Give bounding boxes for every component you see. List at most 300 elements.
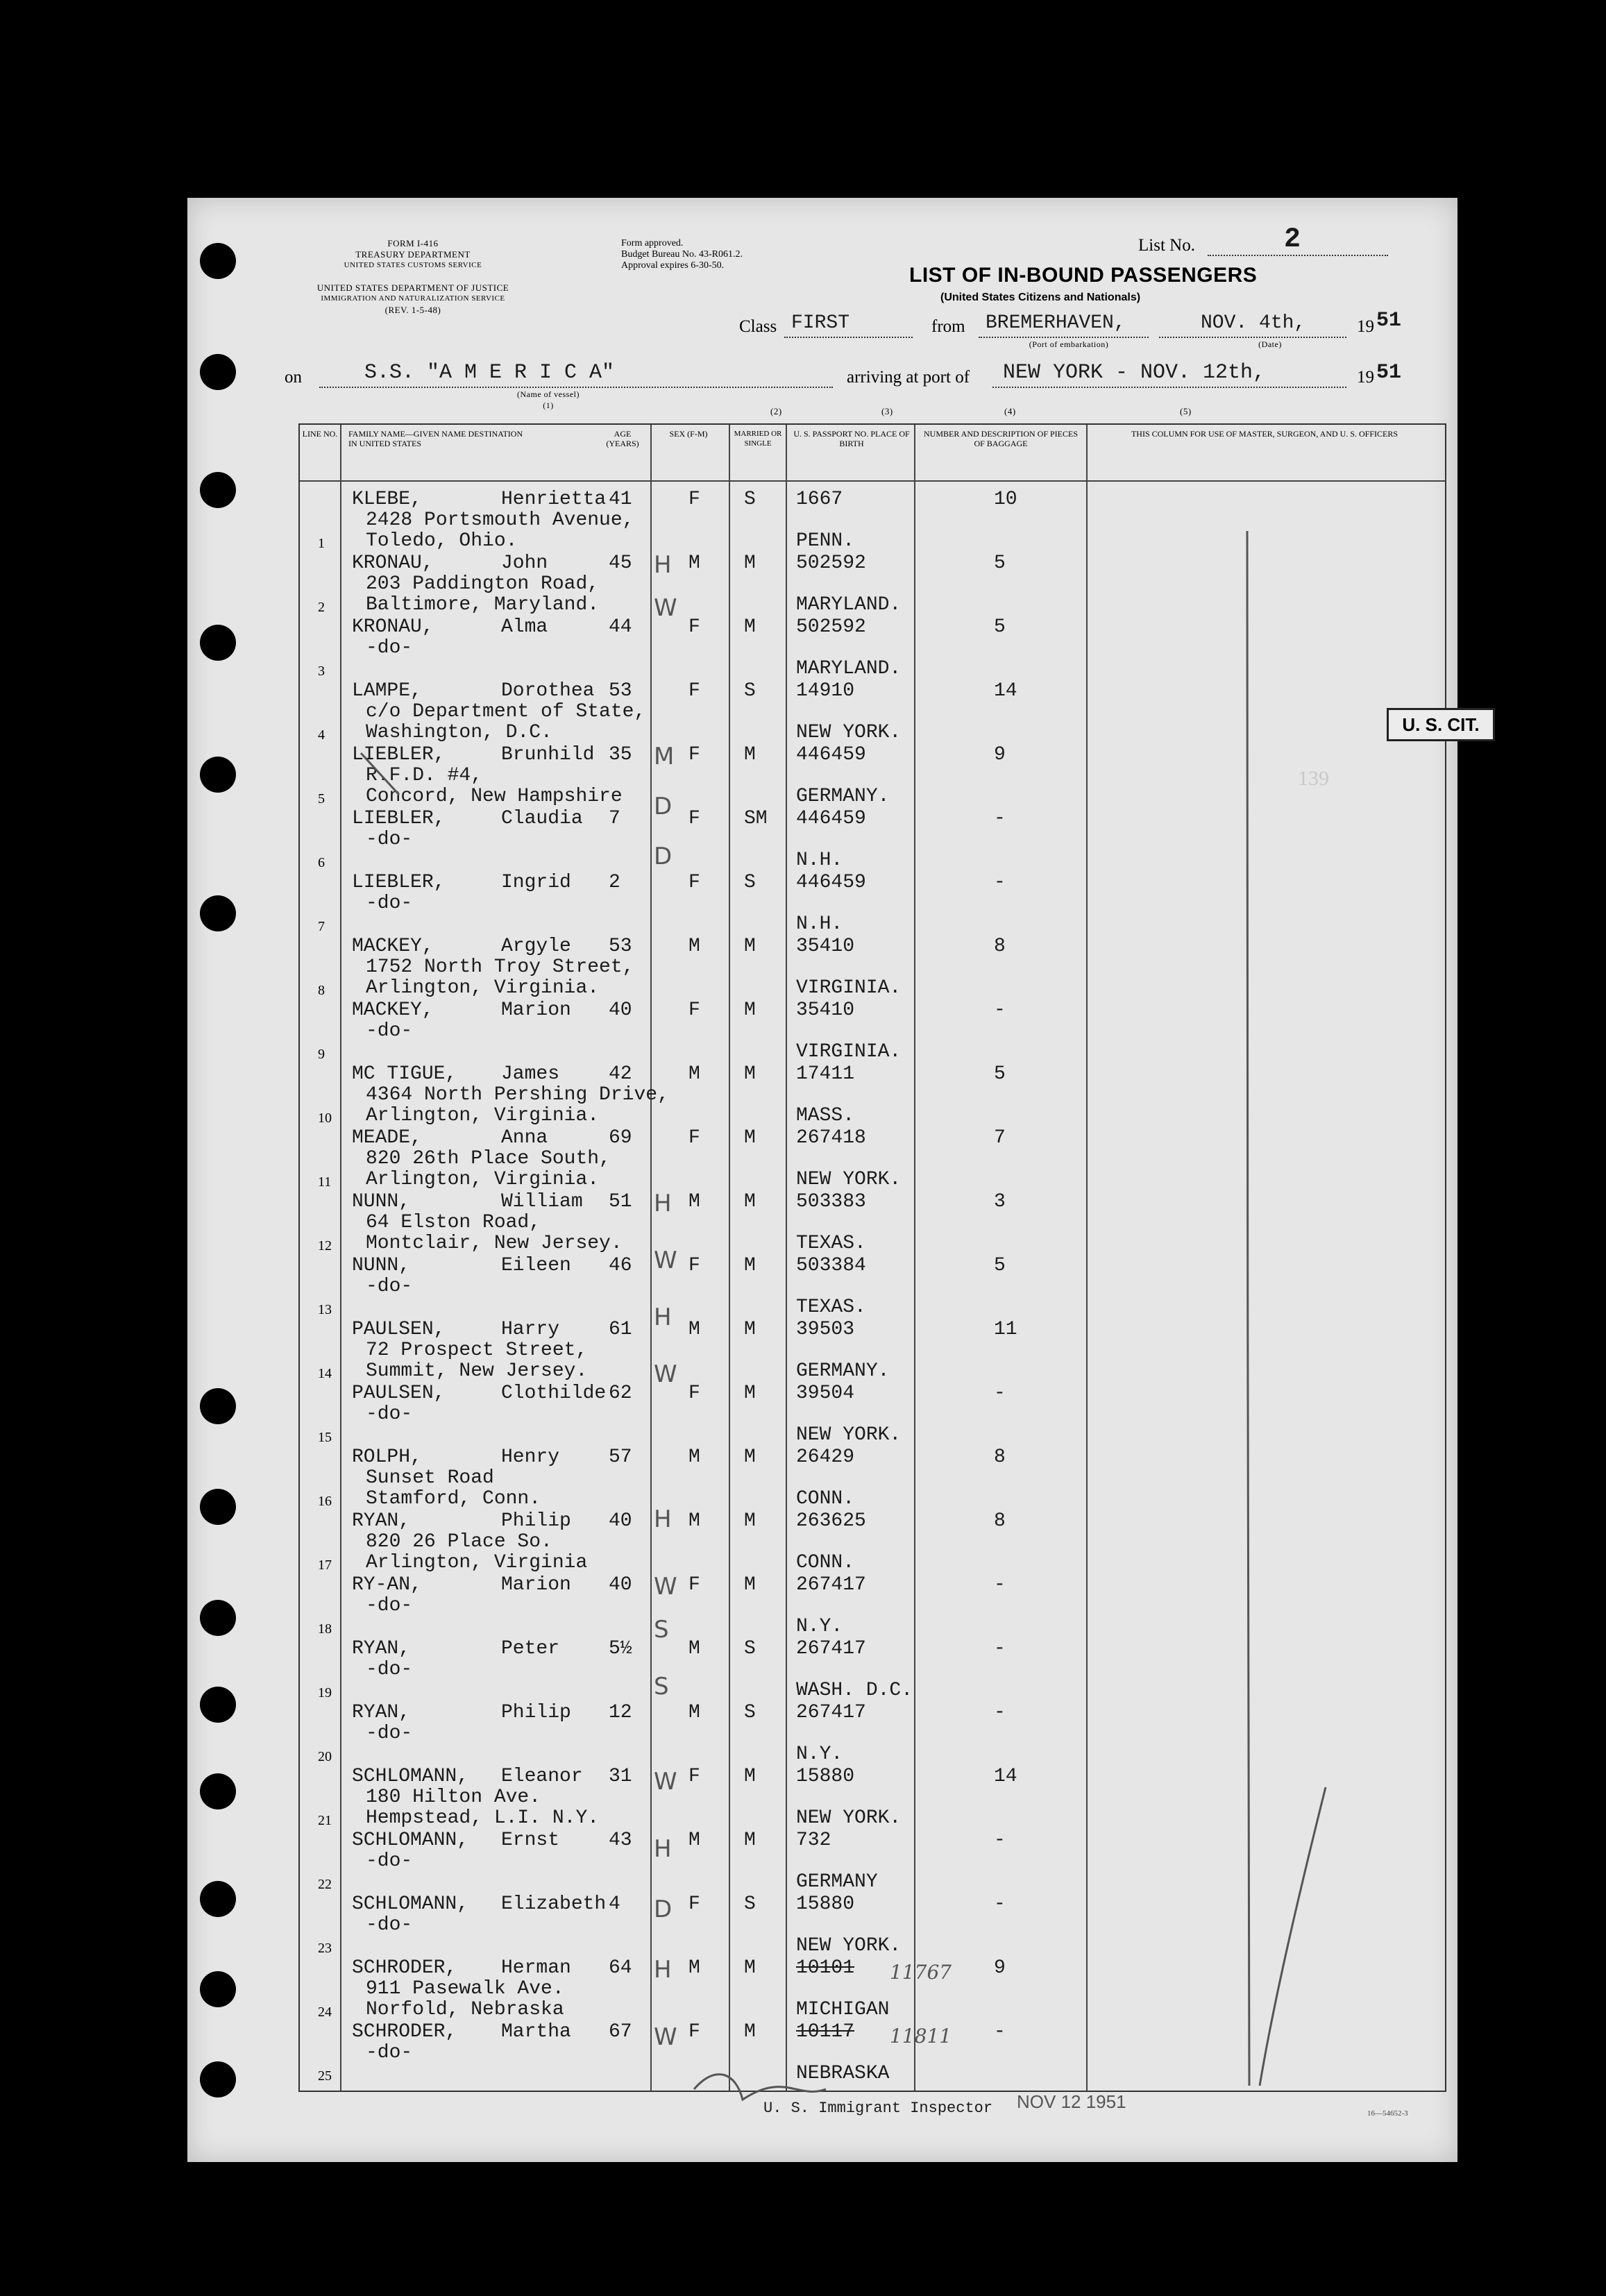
family-name: MC TIGUE,	[352, 1063, 457, 1085]
baggage-count: 7	[994, 1127, 1006, 1149]
marital-status: M	[744, 1957, 756, 1979]
marital-status: S	[744, 680, 756, 702]
marital-status: S	[744, 489, 756, 510]
vessel-caption: (Name of vessel)	[517, 389, 580, 399]
passport-no: 15880	[796, 1766, 855, 1787]
address-line-2: Montclair, New Jersey.	[366, 1233, 623, 1254]
sex: F	[688, 2021, 700, 2043]
corrected-passport-no: 11811	[890, 2025, 952, 2048]
baggage-count: -	[994, 1830, 1006, 1851]
place-of-birth: TEXAS.	[796, 1233, 866, 1254]
baggage-count: 5	[994, 1255, 1006, 1276]
given-name: Peter	[501, 1638, 560, 1660]
baggage-count: 9	[994, 1957, 1006, 1979]
marital-status: S	[744, 1702, 756, 1723]
place-of-birth: N.H.	[796, 913, 843, 935]
pencil-annotations	[187, 198, 1457, 2162]
given-name: William	[501, 1191, 583, 1213]
passport-no: 502592	[796, 616, 866, 638]
passport-no: 35410	[796, 936, 855, 957]
line-number: 17	[318, 1558, 332, 1573]
pencil-relation-mark: W	[654, 2023, 677, 2051]
pencil-relation-mark: H	[654, 1303, 672, 1331]
passport-no: 446459	[796, 744, 866, 766]
age: 31	[609, 1766, 632, 1787]
line-number: 16	[318, 1494, 332, 1509]
passport-no: 267417	[796, 1638, 866, 1660]
sex: F	[688, 1574, 700, 1596]
place-of-birth: MASS.	[796, 1105, 855, 1126]
pencil-relation-mark: H	[654, 551, 672, 579]
marital-status: M	[744, 936, 756, 957]
age: 4	[609, 1893, 620, 1915]
baggage-count: 8	[994, 936, 1006, 957]
sex: M	[688, 1830, 700, 1851]
pencil-relation-mark: D	[654, 793, 673, 820]
address-line-1: 203 Paddington Road,	[366, 573, 600, 595]
given-name: Ernst	[501, 1830, 560, 1851]
place-of-birth: NEW YORK.	[796, 1424, 902, 1446]
baggage-count: 11	[994, 1319, 1017, 1340]
marital-status: M	[744, 552, 756, 574]
place-of-birth: NEW YORK.	[796, 1169, 902, 1190]
family-name: PAULSEN,	[352, 1383, 446, 1404]
address-line-2: Hempstead, L.I. N.Y.	[366, 1807, 600, 1829]
vessel-col-num: (1)	[543, 400, 554, 410]
passport-no: 502592	[796, 552, 866, 574]
col-age: AGE (YEARS)	[606, 429, 639, 448]
arrival-year: 51	[1376, 361, 1402, 385]
sex: M	[688, 1957, 700, 1979]
address-line-1: -do-	[366, 2042, 413, 2063]
passport-no: 10101	[796, 1957, 855, 1979]
age: 40	[609, 999, 632, 1021]
age: 40	[609, 1574, 632, 1596]
form-approved: Form approved.	[621, 238, 684, 248]
given-name: Argyle	[501, 936, 571, 957]
sex: M	[688, 1319, 700, 1340]
sex: M	[688, 936, 700, 957]
family-name: KRONAU,	[352, 552, 434, 574]
marital-status: M	[744, 1191, 756, 1213]
family-name: SCHLOMANN,	[352, 1766, 469, 1787]
place-of-birth: GERMANY.	[796, 786, 890, 807]
justice-dept: UNITED STATES DEPARTMENT OF JUSTICE	[316, 282, 509, 293]
given-name: Martha	[501, 2021, 571, 2043]
baggage-count: 8	[994, 1446, 1006, 1468]
pencil-diagonal-line	[1260, 1787, 1326, 2086]
on-label: on	[285, 368, 302, 387]
age: 5½	[609, 1638, 632, 1660]
address-line-1: -do-	[366, 1914, 413, 1936]
line-number: 1	[318, 536, 325, 551]
col-num-3: (3)	[881, 406, 893, 416]
sex: M	[688, 1510, 700, 1532]
line-number: 9	[318, 1047, 325, 1062]
class-label: Class	[739, 317, 777, 336]
form-number: FORM I-416	[387, 238, 439, 248]
address-line-1: 820 26th Place South,	[366, 1148, 611, 1170]
pencil-relation-mark: H	[654, 1190, 672, 1217]
baggage-count: -	[994, 1638, 1006, 1660]
family-name: KRONAU,	[352, 616, 434, 638]
line-number: 21	[318, 1813, 332, 1828]
page-title: LIST OF IN-BOUND PASSENGERS	[909, 264, 1258, 287]
col-num-4: (4)	[1004, 406, 1016, 416]
arrival-year-prefix: 19	[1357, 368, 1374, 387]
line-number: 18	[318, 1621, 332, 1637]
page-subtitle: (United States Citizens and Nationals)	[940, 292, 1141, 303]
marital-status: M	[744, 1446, 756, 1468]
address-line-1: -do-	[366, 1850, 413, 1872]
pencil-relation-mark: W	[654, 1573, 677, 1601]
line-number: 6	[318, 855, 325, 870]
baggage-count: -	[994, 1574, 1006, 1596]
family-name: RYAN,	[352, 1702, 411, 1723]
pencil-relation-mark: H	[654, 1956, 672, 1984]
address-line-1: 4364 North Pershing Drive,	[366, 1084, 669, 1106]
pencil-tick	[361, 753, 399, 795]
ins-service: IMMIGRATION AND NATURALIZATION SERVICE	[321, 294, 505, 303]
col-name: FAMILY NAME—GIVEN NAME DESTINATION IN UNITED STATES	[348, 429, 523, 448]
date-caption: (Date)	[1258, 339, 1282, 349]
address-line-1: 1752 North Troy Street,	[366, 956, 634, 978]
address-line-1: -do-	[366, 893, 413, 914]
marital-status: SM	[744, 808, 768, 829]
marital-status: M	[744, 1127, 756, 1149]
given-name: Eileen	[501, 1255, 571, 1276]
passport-no: 39504	[796, 1383, 855, 1404]
address-line-1: -do-	[366, 1723, 413, 1744]
age: 41	[609, 489, 632, 510]
address-line-1: 911 Pasewalk Ave.	[366, 1978, 564, 2000]
given-name: Elizabeth	[501, 1893, 607, 1915]
sex: F	[688, 1893, 700, 1915]
pencil-relation-mark: S	[654, 1673, 669, 1700]
baggage-count: 9	[994, 744, 1006, 766]
line-number: 25	[318, 2068, 332, 2084]
pencil-relation-mark: H	[654, 1505, 672, 1533]
baggage-count: 8	[994, 1510, 1006, 1532]
address-line-2: Arlington, Virginia.	[366, 1105, 600, 1126]
age: 64	[609, 1957, 632, 1979]
sex: F	[688, 680, 700, 702]
marital-status: S	[744, 872, 756, 893]
given-name: Harry	[501, 1319, 560, 1340]
given-name: Ingrid	[501, 872, 571, 893]
pencil-relation-mark: W	[654, 1247, 677, 1274]
given-name: Herman	[501, 1957, 571, 1979]
passport-no: 1667	[796, 489, 843, 510]
vessel-name: S.S. "A M E R I C A"	[364, 361, 615, 385]
place-of-birth: GERMANY	[796, 1871, 878, 1893]
sex: F	[688, 744, 700, 766]
pencil-relation-mark: H	[654, 1835, 672, 1863]
given-name: Dorothea	[501, 680, 595, 702]
family-name: KLEBE,	[352, 489, 422, 510]
address-line-1: R.F.D. #4,	[366, 765, 483, 786]
place-of-birth: VIRGINIA.	[796, 977, 902, 999]
marital-status: M	[744, 1319, 756, 1340]
sex: F	[688, 872, 700, 893]
us-citizen-stamp: U. S. CIT.	[1387, 708, 1495, 741]
address-line-1: 2428 Portsmouth Avenue,	[366, 509, 634, 531]
passport-no: 267417	[796, 1702, 866, 1723]
col-baggage: NUMBER AND DESCRIPTION OF PIECES OF BAGGAGE	[923, 429, 1079, 448]
baggage-count: -	[994, 1383, 1006, 1404]
sex: M	[688, 1446, 700, 1468]
pencil-relation-mark: W	[654, 1768, 677, 1796]
passport-no: 26429	[796, 1446, 855, 1468]
address-line-1: -do-	[366, 1403, 413, 1425]
baggage-count: 5	[994, 616, 1006, 638]
approval-expires: Approval expires 6-30-50.	[621, 260, 725, 271]
line-number: 5	[318, 791, 325, 807]
marital-status: M	[744, 999, 756, 1021]
baggage-count: -	[994, 1893, 1006, 1915]
place-of-birth: MARYLAND.	[796, 594, 902, 616]
passport-no: 267417	[796, 1574, 866, 1596]
address-line-2: Arlington, Virginia.	[366, 1169, 600, 1190]
address-line-1: -do-	[366, 829, 413, 850]
place-of-birth: GERMANY.	[796, 1360, 890, 1382]
place-of-birth: NEW YORK.	[796, 722, 902, 743]
age: 45	[609, 552, 632, 574]
given-name: Clothilde	[501, 1383, 607, 1404]
place-of-birth: TEXAS.	[796, 1297, 866, 1318]
marital-status: M	[744, 1830, 756, 1851]
baggage-count: -	[994, 808, 1006, 829]
family-name: MEADE,	[352, 1127, 422, 1149]
place-of-birth: NEW YORK.	[796, 1935, 902, 1957]
date-stamp: NOV 12 1951	[1017, 2091, 1126, 2112]
family-name: PAULSEN,	[352, 1319, 446, 1340]
pencil-relation-mark: D	[654, 1896, 673, 1923]
given-name: Marion	[501, 999, 571, 1021]
age: 57	[609, 1446, 632, 1468]
sex: M	[688, 1191, 700, 1213]
family-name: RYAN,	[352, 1510, 411, 1532]
marital-status: S	[744, 1638, 756, 1660]
passport-no: 732	[796, 1830, 831, 1851]
sex: F	[688, 489, 700, 510]
family-name: MACKEY,	[352, 999, 434, 1021]
address-line-2: Toledo, Ohio.	[366, 530, 518, 552]
age: 67	[609, 2021, 632, 2043]
age: 7	[609, 808, 620, 829]
baggage-count: -	[994, 2021, 1006, 2043]
revision: (REV. 1-5-48)	[384, 305, 441, 315]
age: 61	[609, 1319, 632, 1340]
age: 46	[609, 1255, 632, 1276]
place-of-birth: NEW YORK.	[796, 1807, 902, 1829]
baggage-count: 3	[994, 1191, 1006, 1213]
age: 53	[609, 680, 632, 702]
age: 12	[609, 1702, 632, 1723]
marital-status: M	[744, 2021, 756, 2043]
marital-status: M	[744, 1063, 756, 1085]
passport-no: 17411	[796, 1063, 855, 1085]
pencil-relation-mark: W	[654, 594, 677, 622]
place-of-birth: MICHIGAN	[796, 1999, 890, 2020]
address-line-2: Stamford, Conn.	[366, 1488, 541, 1510]
family-name: ROLPH,	[352, 1446, 422, 1468]
sex: F	[688, 1255, 700, 1276]
baggage-count: 14	[994, 680, 1017, 702]
passport-no: 446459	[796, 872, 866, 893]
given-name: Philip	[501, 1702, 571, 1723]
age: 42	[609, 1063, 632, 1085]
passport-no: 35410	[796, 999, 855, 1021]
address-line-2: Baltimore, Maryland.	[366, 594, 600, 616]
place-of-birth: MARYLAND.	[796, 658, 902, 679]
given-name: John	[501, 552, 548, 574]
footer-code: 16—54652-3	[1367, 2109, 1408, 2118]
address-line-2: Arlington, Virginia.	[366, 977, 600, 999]
address-line-1: 180 Hilton Ave.	[366, 1787, 541, 1808]
age: 69	[609, 1127, 632, 1149]
inspector-label: U. S. Immigrant Inspector	[763, 2100, 993, 2117]
age: 35	[609, 744, 632, 766]
given-name: Alma	[501, 616, 548, 638]
address-line-1: 820 26 Place So.	[366, 1531, 552, 1553]
sex: M	[688, 1702, 700, 1723]
sex: M	[688, 552, 700, 574]
family-name: MACKEY,	[352, 936, 434, 957]
given-name: Marion	[501, 1574, 571, 1596]
baggage-count: 5	[994, 552, 1006, 574]
address-line-1: 72 Prospect Street,	[366, 1340, 588, 1361]
baggage-count: -	[994, 1702, 1006, 1723]
marital-status: M	[744, 616, 756, 638]
given-name: Henry	[501, 1446, 560, 1468]
class-value: FIRST	[791, 312, 850, 334]
age: 43	[609, 1830, 632, 1851]
pencil-vertical-line	[1247, 531, 1249, 2086]
family-name: LIEBLER,	[352, 808, 446, 829]
family-name: SCHRODER,	[352, 1957, 457, 1979]
sex: F	[688, 1383, 700, 1404]
sex: M	[688, 1638, 700, 1660]
customs-service: UNITED STATES CUSTOMS SERVICE	[344, 261, 482, 269]
family-name: NUNN,	[352, 1255, 411, 1276]
address-line-1: -do-	[366, 637, 413, 659]
inspector-signature	[694, 2075, 826, 2100]
embark-year: 51	[1376, 309, 1402, 332]
from-label: from	[931, 317, 965, 336]
passport-no: 267418	[796, 1127, 866, 1149]
address-line-1: c/o Department of State,	[366, 701, 646, 723]
line-number: 3	[318, 664, 325, 679]
address-line-2: Arlington, Virginia	[366, 1552, 588, 1573]
place-of-birth: VIRGINIA.	[796, 1041, 902, 1063]
marital-status: S	[744, 1893, 756, 1915]
sex: F	[688, 808, 700, 829]
line-number: 12	[318, 1238, 332, 1253]
age: 44	[609, 616, 632, 638]
line-number: 15	[318, 1430, 332, 1445]
place-of-birth: N.H.	[796, 850, 843, 871]
line-number: 22	[318, 1877, 332, 1892]
age: 40	[609, 1510, 632, 1532]
line-number: 14	[318, 1366, 332, 1381]
address-line-1: Sunset Road	[366, 1467, 494, 1489]
family-name: SCHLOMANN,	[352, 1830, 469, 1851]
col-passport: U. S. PASSPORT NO. PLACE OF BIRTH	[793, 429, 910, 448]
col-line-no: LINE NO.	[302, 429, 338, 439]
pencil-relation-mark: D	[654, 843, 673, 870]
col-num-2: (2)	[770, 406, 782, 416]
baggage-count: 10	[994, 489, 1017, 510]
baggage-count: 14	[994, 1766, 1017, 1787]
place-of-birth: N.Y.	[796, 1616, 843, 1637]
age: 51	[609, 1191, 632, 1213]
given-name: Anna	[501, 1127, 548, 1149]
family-name: RYAN,	[352, 1638, 411, 1660]
line-number: 7	[318, 919, 325, 934]
arriving-label: arriving at port of	[847, 368, 970, 387]
passport-no: 10117	[796, 2021, 855, 2043]
passport-no: 503384	[796, 1255, 866, 1276]
line-number: 24	[318, 2004, 332, 2020]
treasury-dept: TREASURY DEPARTMENT	[355, 249, 471, 260]
line-number: 23	[318, 1941, 332, 1956]
family-name: NUNN,	[352, 1191, 411, 1213]
sex: F	[688, 616, 700, 638]
passport-no: 503383	[796, 1191, 866, 1213]
given-name: James	[501, 1063, 560, 1085]
arrival-port-date: NEW YORK - NOV. 12th,	[1003, 361, 1266, 385]
line-number: 10	[318, 1111, 332, 1126]
place-of-birth: CONN.	[796, 1488, 855, 1510]
marital-status: M	[744, 1766, 756, 1787]
col-num-5: (5)	[1180, 406, 1192, 416]
line-number: 8	[318, 983, 325, 998]
family-name: SCHLOMANN,	[352, 1893, 469, 1915]
place-of-birth: N.Y.	[796, 1744, 843, 1765]
port-embark-caption: (Port of embarkation)	[1029, 339, 1109, 349]
address-line-2: Washington, D.C.	[366, 722, 552, 743]
place-of-birth: WASH. D.C.	[796, 1680, 913, 1701]
address-line-2: Summit, New Jersey.	[366, 1360, 588, 1382]
age: 62	[609, 1383, 632, 1404]
passport-no: 15880	[796, 1893, 855, 1915]
family-name: SCHRODER,	[352, 2021, 457, 2043]
col-sex: SEX (F-M)	[669, 429, 708, 439]
embark-date: NOV. 4th,	[1201, 312, 1306, 334]
family-name: LIEBLER,	[352, 872, 446, 893]
given-name: Henrietta	[501, 489, 607, 510]
baggage-count: -	[994, 872, 1006, 893]
baggage-count: 5	[994, 1063, 1006, 1085]
marital-status: M	[744, 744, 756, 766]
given-name: Eleanor	[501, 1766, 583, 1787]
address-line-2: Concord, New Hampshire	[366, 786, 623, 807]
given-name: Claudia	[501, 808, 583, 829]
line-number: 4	[318, 727, 325, 743]
sex: F	[688, 999, 700, 1021]
line-number: 19	[318, 1685, 332, 1700]
pencil-relation-mark: M	[654, 743, 675, 770]
age: 2	[609, 872, 620, 893]
given-name: Philip	[501, 1510, 571, 1532]
place-of-birth: NEBRASKA	[796, 2063, 890, 2084]
pencil-relation-mark: S	[654, 1616, 669, 1644]
port-of-embarkation: BREMERHAVEN,	[986, 312, 1126, 334]
col-officer-use: THIS COLUMN FOR USE OF MASTER, SURGEON, AND U. S. OFFICERS	[1131, 429, 1398, 439]
budget-bureau: Budget Bureau No. 43-R061.2.	[621, 249, 743, 260]
passport-no: 14910	[796, 680, 855, 702]
